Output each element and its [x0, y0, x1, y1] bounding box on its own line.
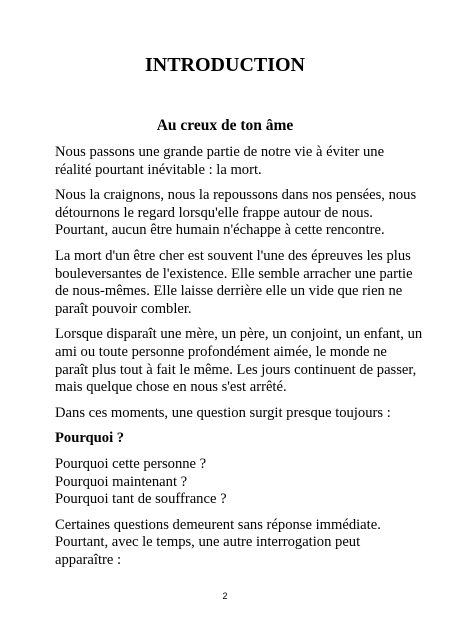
text-line: paraît pouvoir combler. [55, 300, 192, 317]
page-number: 2 [222, 591, 228, 601]
text-line: réalité pourtant inévitable : la mort. [55, 161, 262, 178]
text-line: Pourquoi maintenant ? [55, 473, 188, 490]
text-line: Dans ces moments, une question surgit presque toujours : [55, 404, 391, 421]
paragraph-1 [55, 144, 405, 179]
body-text [55, 144, 423, 577]
paragraph-2 [55, 187, 417, 240]
text-line: Pourquoi cette personne ? [55, 455, 207, 472]
text-line: Pourquoi ? [55, 430, 125, 447]
paragraph-6-heading [55, 430, 405, 448]
text-line: paraît plus tout à fait le même. Les jours continuent de passer, [55, 361, 417, 378]
text-line: de nous-mêmes. Elle laisse derrière elle un vide que rien ne [55, 283, 403, 300]
page-title: INTRODUCTION [144, 54, 306, 76]
paragraph-5 [55, 405, 405, 423]
text-line: Nous la craignons, nous la repoussons dans nos pensées, nous [55, 187, 417, 204]
paragraph-4 [55, 326, 423, 396]
text-line: Nous passons une grande partie de notre vie à éviter une [55, 144, 385, 160]
text-line: mais quelque chose en nous s'est arrêté. [55, 379, 287, 396]
section-subtitle: Au creux de ton âme [156, 117, 294, 134]
text-line: apparaître : [55, 551, 122, 568]
text-line: Certaines questions demeurent sans réponse immédiate. [55, 516, 381, 533]
paragraph-3 [55, 247, 413, 318]
text-line: bouleversantes de l'existence. Elle semble arracher une partie [55, 265, 413, 282]
text-line: Pourquoi tant de souffrance ? [55, 491, 227, 508]
paragraph-8 [55, 517, 405, 570]
text-line: Pourtant, avec le temps, une autre interrogation peut [55, 534, 361, 551]
text-line: La mort d'un être cher est souvent l'une des épreuves les plus [55, 247, 411, 264]
text-line: détournons le regard lorsqu'elle frappe autour de nous. [55, 204, 373, 221]
paragraph-7 [55, 456, 405, 509]
text-line: ami ou toute personne profondément aimée, le monde ne [55, 343, 387, 360]
text-line: Pourtant, aucun être humain n'échappe à cette rencontre. [55, 222, 385, 239]
text-line: Lorsque disparaît une mère, un père, un conjoint, un enfant, un [55, 326, 423, 343]
